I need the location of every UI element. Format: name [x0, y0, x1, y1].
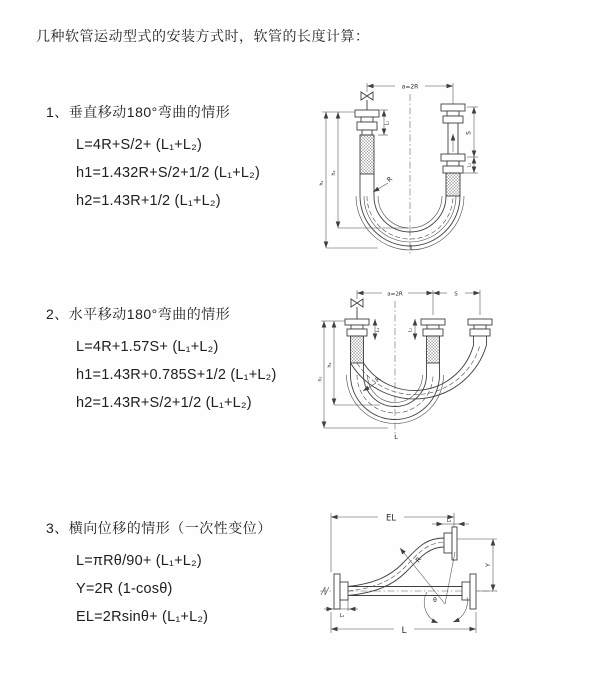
- section-horizontal-move: [46, 304, 277, 417]
- diagram-2-drawing: [318, 287, 498, 445]
- formula-line: L=πRθ/90+ (L₁+L₂): [76, 553, 202, 569]
- section-lateral-displacement: [46, 518, 272, 631]
- dimension-a2r: [357, 290, 480, 315]
- angle-theta: [424, 592, 467, 623]
- section-2-formulas: [46, 333, 277, 417]
- section-vertical-move: [46, 102, 260, 215]
- dim-label-h2: h₂: [327, 362, 333, 368]
- dim-label-l: L: [401, 626, 407, 636]
- diagram-lateral-displacement: [316, 504, 502, 644]
- formula-line: L=4R+S/2+ (L₁+L₂): [76, 137, 202, 153]
- dim-label-l1: L₁: [376, 327, 381, 333]
- section-3-heading: 3、横向位移的情形（一次性变位）: [46, 520, 272, 536]
- formula-line: h2=1.43R+S/2+1/2 (L₁+L₂): [76, 395, 252, 411]
- right-braided-hose: [446, 173, 460, 196]
- formula-line: h2=1.43R+1/2 (L₁+L₂): [76, 193, 221, 209]
- formula-line: Y=2R (1-cosθ): [76, 581, 173, 597]
- diagram-3-drawing: [316, 504, 502, 644]
- page-title: 几种软管运动型式的安装方式时，软管的长度计算：: [36, 28, 370, 44]
- left-fitting: [345, 319, 369, 336]
- diagram-vertical-180-bend: [318, 78, 493, 260]
- dim-label-r: R: [413, 555, 423, 565]
- dimension-l: [331, 612, 476, 636]
- dim-label-l1: L₁: [385, 120, 391, 126]
- top-flange: [444, 527, 457, 560]
- dim-label-theta: θ: [433, 597, 437, 604]
- formula-line: h1=1.43R+0.785S+1/2 (L₁+L₂): [76, 367, 277, 383]
- left-flange: [334, 574, 348, 609]
- dim-label-l2: L₂: [467, 162, 473, 168]
- diagram-1-drawing: [318, 78, 493, 260]
- right-fitting-lower: [441, 154, 465, 173]
- dim-label-h1: h₁: [318, 376, 324, 382]
- middle-braided-hose: [427, 336, 440, 363]
- valve-icon: [351, 299, 363, 319]
- right-fitting-upper: [441, 104, 465, 123]
- section-3-formulas: [46, 547, 272, 631]
- dim-label-y: Y: [484, 563, 492, 567]
- dim-label-r: R: [385, 174, 395, 184]
- dim-label-s: S: [465, 131, 473, 135]
- section-1-formulas: [46, 131, 260, 215]
- left-fitting: [355, 110, 379, 135]
- dimension-l1: [378, 110, 391, 135]
- dim-label-l2: L₂: [408, 327, 414, 333]
- dim-label-l2: L₂: [446, 519, 452, 524]
- valve-icon: [361, 92, 373, 110]
- dim-label-el: EL: [385, 513, 397, 524]
- radius-callout: [363, 376, 382, 391]
- moved-fitting: [468, 319, 492, 336]
- dim-label-s: S: [454, 291, 458, 298]
- formula-line: h1=1.432R+S/2+1/2 (L₁+L₂): [76, 165, 261, 181]
- dim-label-l: L: [394, 433, 398, 441]
- section-1-heading: 1、垂直移动180°弯曲的情形: [46, 104, 231, 120]
- dimension-l2: [408, 319, 416, 340]
- diagram-horizontal-180-bend: [318, 287, 498, 445]
- dim-label-a2r: a=2R: [387, 291, 403, 298]
- dimension-l1: [324, 600, 358, 619]
- left-braided-hose: [351, 336, 364, 363]
- dimension-s: [433, 292, 480, 298]
- section-2-heading: 2、水平移动180°弯曲的情形: [46, 306, 231, 322]
- left-braided-hose: [360, 135, 374, 174]
- dimension-l1: [375, 319, 381, 340]
- middle-fitting: [421, 319, 445, 336]
- dimension-el: [331, 513, 454, 572]
- dim-label-l: L: [410, 244, 414, 252]
- formula-line: EL=2Rsinθ+ (L₁+L₂): [76, 609, 209, 625]
- dim-label-h2: h₂: [331, 170, 337, 176]
- dim-label-a2r: a=2R: [401, 83, 419, 91]
- right-flange: [462, 574, 476, 609]
- dim-label-l1: L₁: [339, 614, 345, 619]
- formula-line: L=4R+1.57S+ (L₁+L₂): [76, 339, 219, 355]
- dimension-s: [466, 107, 479, 157]
- dim-label-h1: h₁: [319, 180, 325, 186]
- dimension-l2: [432, 518, 469, 524]
- dim-label-r: R: [374, 375, 382, 384]
- radius-callout: [373, 175, 394, 192]
